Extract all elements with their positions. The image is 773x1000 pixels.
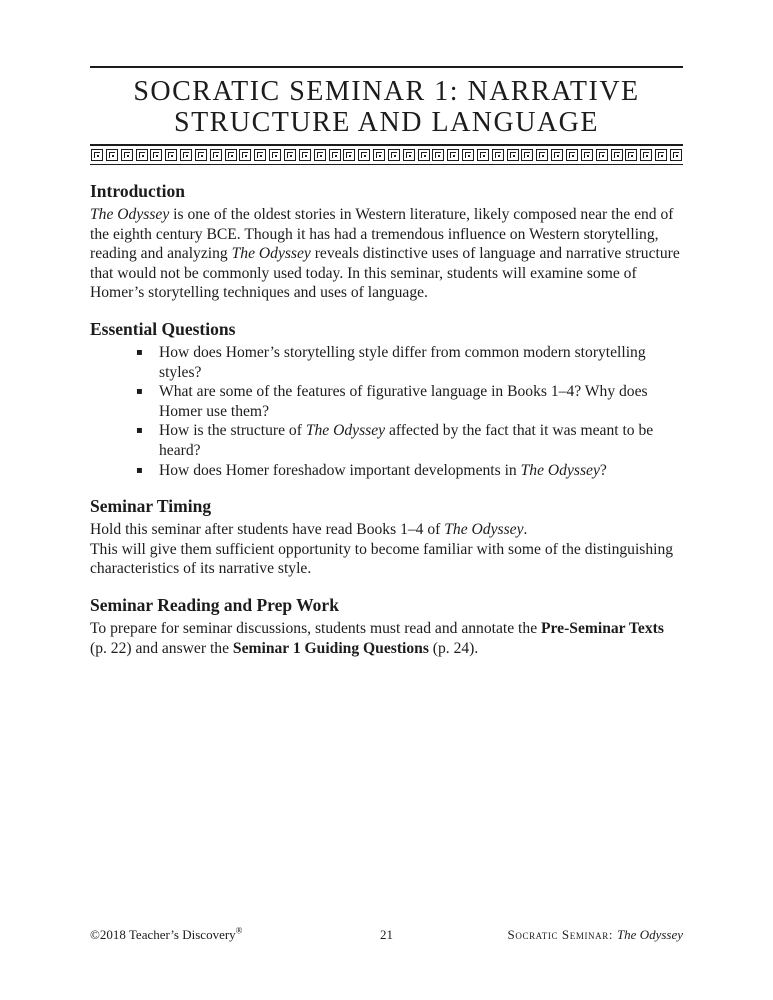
introduction-paragraph: The Odyssey is one of the oldest stories in Western literature, likely composed near the end of the eighth century BCE. Though it has had a tremendous influence on Western storytelling, reading and analyzing The Odyssey reveals distinctive uses of language and narrative structure that would not be commonly used today. In this seminar, students will examine some of Homer’s storytelling techniques and uses of language. [90,206,680,302]
list-item [136,382,683,421]
greek-key-unit-icon [165,149,177,161]
title-line-1: SOCRATIC SEMINAR 1: NARRATIVE [133,76,640,107]
square-bullet-icon: ▪ [136,346,143,358]
greek-key-unit-icon [358,149,370,161]
greek-key-unit-icon [329,149,341,161]
greek-key-unit-icon [373,149,385,161]
greek-key-unit-icon [239,149,251,161]
greek-key-unit-icon [284,149,296,161]
greek-key-unit-icon [299,149,311,161]
greek-key-unit-icon [106,149,118,161]
seminar-timing-paragraph: Hold this seminar after students have read Books 1–4 of The Odyssey. This will give them sufficient opportunity to become familiar with some of the distinguishing characteristics of its narrative style. [90,521,674,578]
footer-copyright: ©2018 Teacher’s Discovery® [90,925,243,942]
greek-key-unit-icon [136,149,148,161]
greek-key-unit-icon [566,149,578,161]
greek-key-unit-icon [314,149,326,161]
greek-key-unit-icon [581,149,593,161]
prep-work-paragraph: To prepare for seminar discussions, students must read and annotate the Pre-Seminar Texts (p. 22) and answer the Seminar 1 Guiding Questions (p. 24). [90,619,664,657]
list-item-text: How does Homer foreshadow important developments in The Odyssey? [159,461,607,479]
greek-key-unit-icon [418,149,430,161]
greek-key-unit-icon [254,149,266,161]
greek-key-unit-icon [655,149,667,161]
introduction-heading: Introduction [90,181,185,201]
greek-key-unit-icon [536,149,548,161]
page-title [90,76,683,138]
greek-key-unit-icon [611,149,623,161]
list-item [136,461,683,481]
greek-key-unit-icon [343,149,355,161]
greek-key-unit-icon [507,149,519,161]
greek-key-unit-icon [551,149,563,161]
essential-questions-list [90,343,683,480]
section-seminar-timing [90,496,683,579]
footer-page-number: 21 [380,927,393,942]
greek-key-border-icon [90,144,683,165]
greek-key-unit-icon [388,149,400,161]
title-line-2: STRUCTURE AND LANGUAGE [174,107,599,138]
greek-key-unit-icon [596,149,608,161]
greek-key-unit-icon [121,149,133,161]
greek-key-unit-icon [521,149,533,161]
square-bullet-icon: ▪ [136,464,143,476]
list-item-text: What are some of the features of figurative language in Books 1–4? Why does Homer use them? [159,383,648,420]
list-item-text: How is the structure of The Odyssey affected by the fact that it was meant to be heard? [159,422,654,459]
greek-key-unit-icon [447,149,459,161]
greek-key-unit-icon [432,149,444,161]
greek-key-unit-icon [477,149,489,161]
greek-key-unit-icon [210,149,222,161]
greek-key-unit-icon [625,149,637,161]
greek-key-unit-icon [180,149,192,161]
title-top-rule [90,66,683,68]
greek-key-unit-icon [492,149,504,161]
seminar-timing-heading: Seminar Timing [90,496,212,517]
greek-key-unit-icon [462,149,474,161]
greek-key-unit-icon [91,149,103,161]
footer-book-title: Socratic Seminar: The Odyssey [507,927,684,942]
section-introduction [90,181,683,303]
greek-key-unit-icon [640,149,652,161]
greek-key-unit-icon [269,149,281,161]
list-item [136,421,683,460]
prep-work-heading: Seminar Reading and Prep Work [90,594,339,615]
section-prep-work [90,595,683,658]
greek-key-unit-icon [670,149,682,161]
greek-key-unit-icon [225,149,237,161]
list-item [136,343,683,382]
list-item-text: How does Homer’s storytelling style differ from common modern storytelling styles? [159,343,646,381]
section-essential-questions [90,319,683,480]
square-bullet-icon: ▪ [136,386,143,398]
greek-key-unit-icon [150,149,162,161]
essential-questions-heading: Essential Questions [90,318,236,339]
greek-key-unit-icon [403,149,415,161]
greek-key-unit-icon [195,149,207,161]
square-bullet-icon: ▪ [136,425,143,437]
page-footer [90,927,683,943]
